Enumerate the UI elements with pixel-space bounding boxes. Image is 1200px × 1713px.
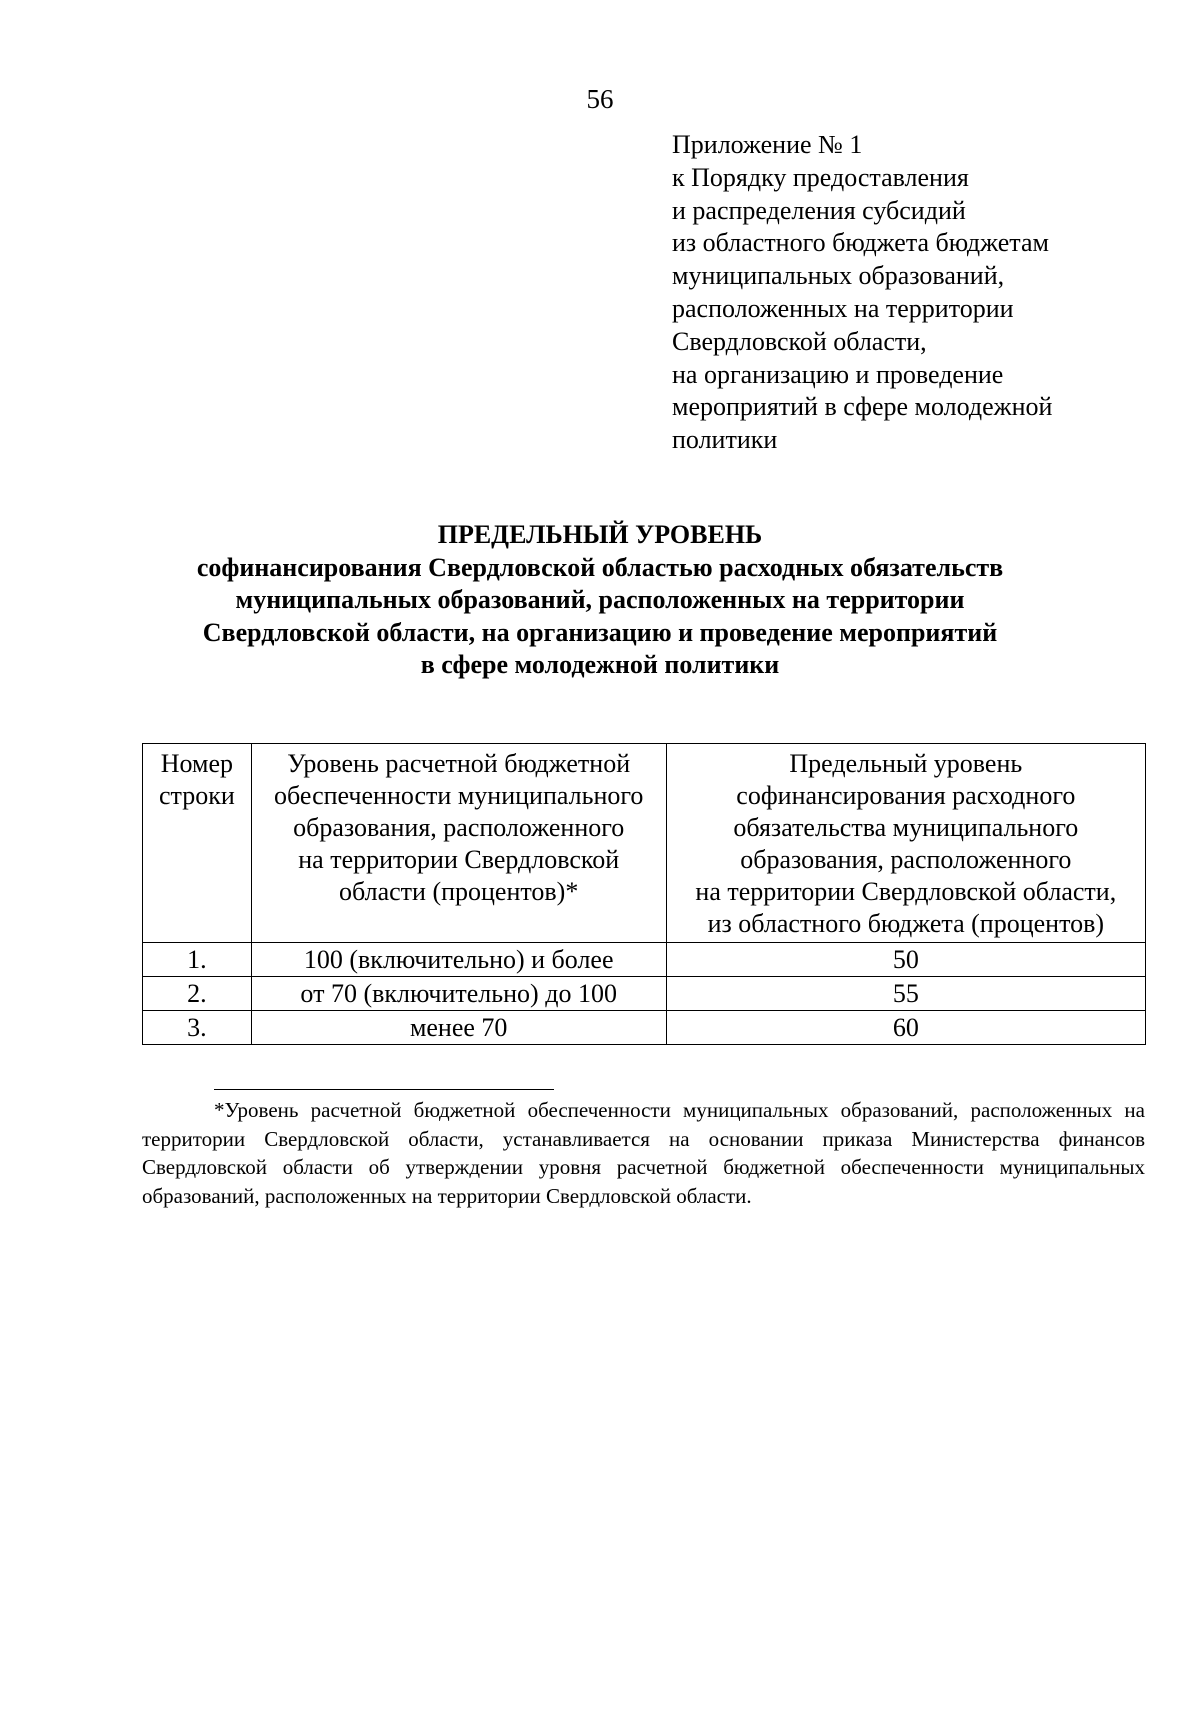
header-line: Уровень расчетной бюджетной <box>287 749 631 778</box>
appendix-line: Приложение № 1 <box>672 130 863 159</box>
footnote: *Уровень расчетной бюджетной обеспеченности муниципальных образований, расположенных на территории Свердловской области, устанавливается на основании приказа Министерства финансов Свердловской области об утверждении уровня расчетной бюджетной обеспеченности муниципальных образований, расположенных на территории Свердловской области. <box>142 1098 1145 1208</box>
table-row <box>143 977 1146 1011</box>
header-line: образования, расположенного <box>740 845 1072 874</box>
cell-limit-level: 60 <box>666 1011 1145 1045</box>
header-line: обязательства муниципального <box>733 813 1079 842</box>
header-line: образования, расположенного <box>293 813 625 842</box>
cofinancing-table <box>142 743 1146 1045</box>
cell-row-number: 1. <box>143 943 252 977</box>
header-budget-level <box>251 744 666 943</box>
header-line: области (процентов)* <box>339 877 579 906</box>
appendix-line: и распределения субсидий <box>672 195 966 225</box>
appendix-line: политики <box>672 425 778 455</box>
cell-budget-level: 100 (включительно) и более <box>251 943 666 977</box>
appendix-reference <box>672 129 1172 457</box>
title-line: в сфере молодежной политики <box>420 650 780 679</box>
page-number: 56 <box>586 84 614 114</box>
appendix-line: на организацию и проведение <box>672 359 1004 389</box>
appendix-line: к Порядку предоставления <box>672 162 969 192</box>
header-line: обеспеченности муниципального <box>274 781 644 810</box>
title-line: софинансирования Свердловской областью расходных обязательств <box>196 552 1004 582</box>
table-header-row <box>143 744 1146 943</box>
table-row <box>143 1011 1146 1045</box>
title-line: Свердловской области, на организацию и проведение мероприятий <box>202 617 998 647</box>
cell-limit-level: 50 <box>666 943 1145 977</box>
appendix-line: муниципальных образований, <box>672 261 1005 291</box>
cell-budget-level: от 70 (включительно) до 100 <box>251 977 666 1011</box>
appendix-line: из областного бюджета бюджетам <box>672 228 1049 258</box>
header-line: Предельный уровень <box>789 749 1023 778</box>
header-row-number <box>143 744 252 943</box>
appendix-line: мероприятий в сфере молодежной <box>672 392 1053 422</box>
appendix-line: Свердловской области, <box>672 326 927 356</box>
cell-budget-level: менее 70 <box>251 1011 666 1045</box>
title-line: муниципальных образований, расположенных на территории <box>235 585 965 614</box>
header-line: из областного бюджета (процентов) <box>707 909 1105 938</box>
title-heading: ПРЕДЕЛЬНЫЙ УРОВЕНЬ <box>437 520 763 549</box>
header-line: софинансирования расходного <box>736 781 1076 810</box>
header-line: строки <box>158 781 235 810</box>
document-title <box>0 519 1200 682</box>
table-row <box>143 943 1146 977</box>
appendix-line: расположенных на территории <box>672 293 1014 323</box>
header-line: Номер <box>160 749 234 778</box>
header-limit-level <box>666 744 1145 943</box>
cell-limit-level: 55 <box>666 977 1145 1011</box>
header-line: на территории Свердловской области, <box>695 877 1117 906</box>
cell-row-number: 3. <box>143 1011 252 1045</box>
cell-row-number: 2. <box>143 977 252 1011</box>
footnote-separator <box>214 1089 554 1090</box>
header-line: на территории Свердловской <box>298 845 620 874</box>
